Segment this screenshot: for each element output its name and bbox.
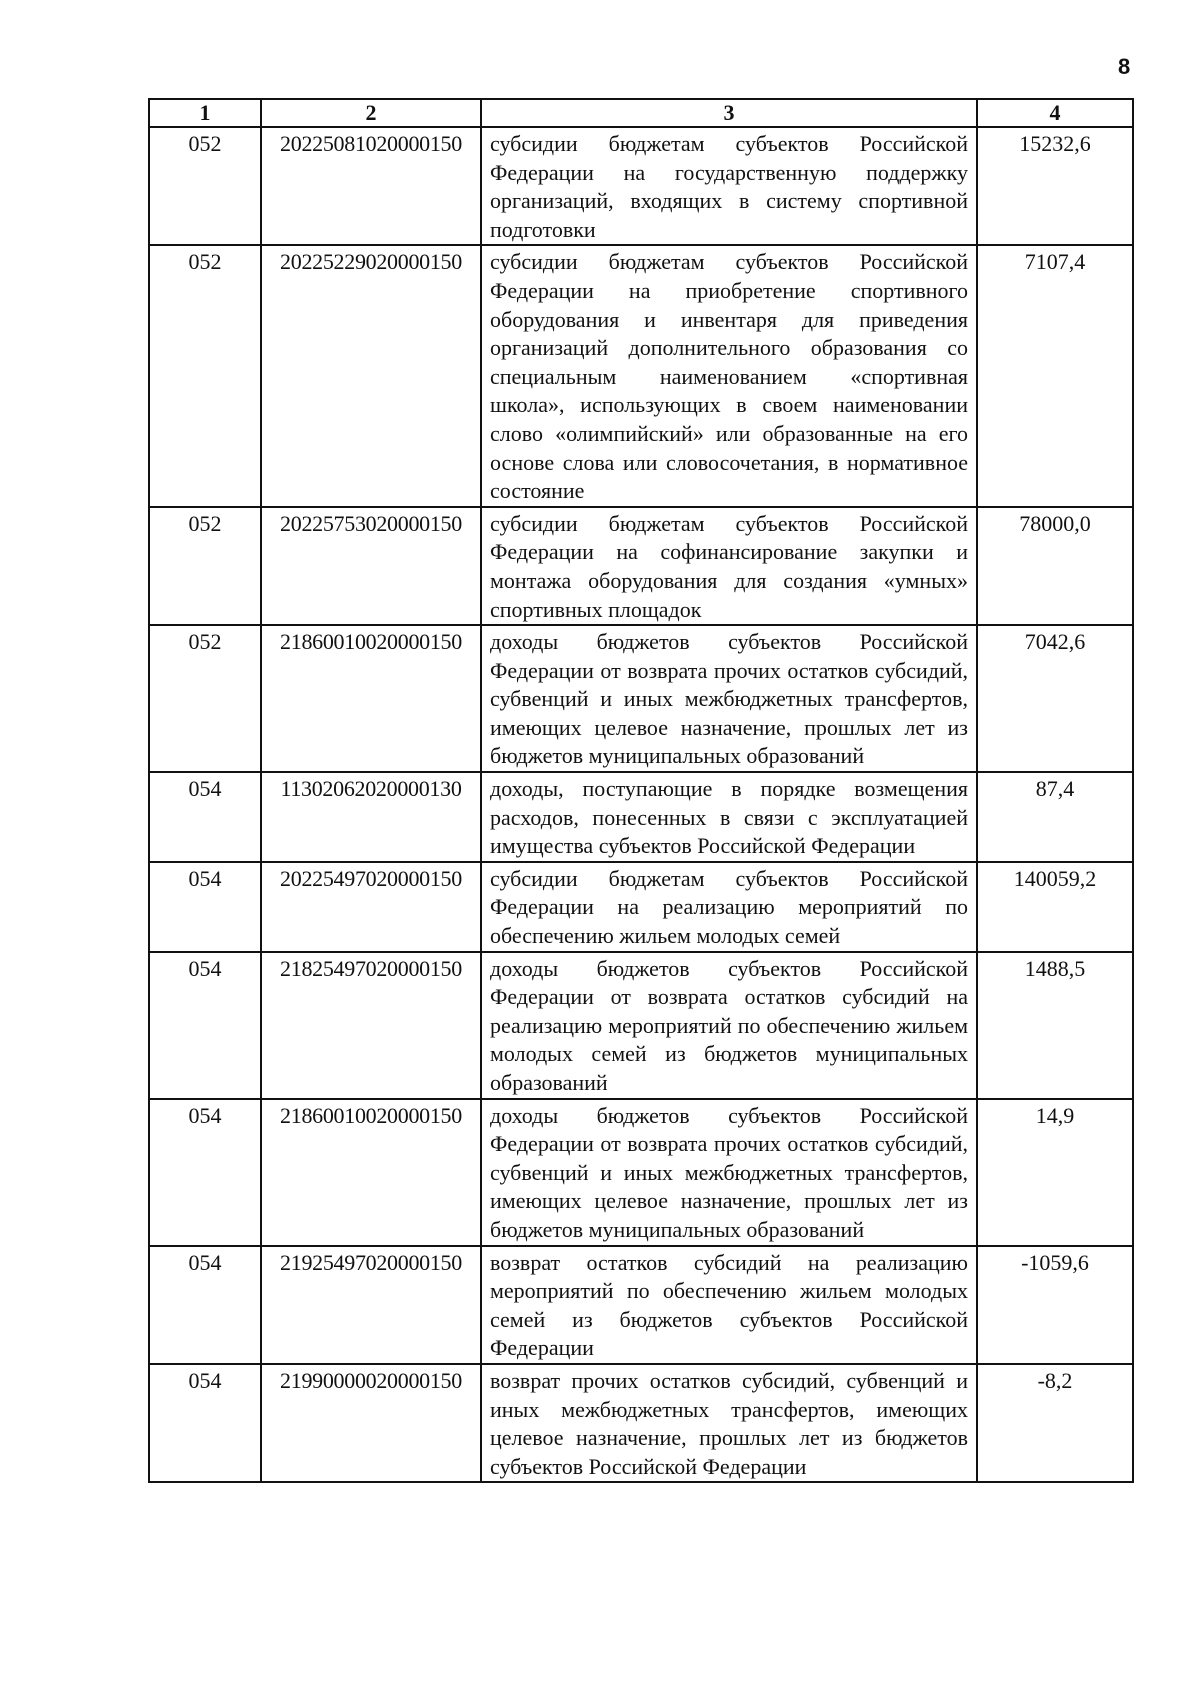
amount-cell: 140059,2 <box>977 862 1133 952</box>
amount-cell: 14,9 <box>977 1099 1133 1246</box>
admin-code-cell: 054 <box>149 862 261 952</box>
description-cell: доходы бюджетов субъектов Российской Федерации от возврата прочих остатков субсидий, субвенций и иных межбюджетных трансфертов, имеющих целевое назначение, прошлых лет из бюджетов муниципальных образований <box>481 625 977 772</box>
revenue-code-cell: 20225753020000150 <box>261 507 481 625</box>
amount-cell: 78000,0 <box>977 507 1133 625</box>
table-row <box>149 1246 1133 1364</box>
revenue-code-cell: 11302062020000130 <box>261 772 481 862</box>
revenue-code-cell: 21825497020000150 <box>261 952 481 1099</box>
table-row <box>149 1364 1133 1482</box>
description-cell: доходы, поступающие в порядке возмещения расходов, понесенных в связи с эксплуатацией имущества субъектов Российской Федерации <box>481 772 977 862</box>
amount-cell: 87,4 <box>977 772 1133 862</box>
admin-code-cell: 054 <box>149 1246 261 1364</box>
amount-cell: 7042,6 <box>977 625 1133 772</box>
admin-code-cell: 054 <box>149 1099 261 1246</box>
page-number: 8 <box>1118 54 1131 79</box>
amount-cell: -1059,6 <box>977 1246 1133 1364</box>
column-header-2: 2 <box>261 99 481 127</box>
column-header-4: 4 <box>977 99 1133 127</box>
admin-code-cell: 052 <box>149 245 261 506</box>
revenue-code-cell: 21925497020000150 <box>261 1246 481 1364</box>
revenue-code-cell: 21990000020000150 <box>261 1364 481 1482</box>
description-cell: субсидии бюджетам субъектов Российской Федерации на реализацию мероприятий по обеспечению жильем молодых семей <box>481 862 977 952</box>
revenue-code-cell: 21860010020000150 <box>261 625 481 772</box>
column-header-1: 1 <box>149 99 261 127</box>
description-cell: доходы бюджетов субъектов Российской Федерации от возврата прочих остатков субсидий, субвенций и иных межбюджетных трансфертов, имеющих целевое назначение, прошлых лет из бюджетов муниципальных образований <box>481 1099 977 1246</box>
description-cell: возврат прочих остатков субсидий, субвенций и иных межбюджетных трансфертов, имеющих целевое назначение, прошлых лет из бюджетов субъектов Российской Федерации <box>481 1364 977 1482</box>
revenue-code-cell: 20225081020000150 <box>261 127 481 245</box>
revenue-code-cell: 20225229020000150 <box>261 245 481 506</box>
admin-code-cell: 054 <box>149 1364 261 1482</box>
table-row <box>149 1099 1133 1246</box>
table-row <box>149 127 1133 245</box>
admin-code-cell: 052 <box>149 625 261 772</box>
amount-cell: 1488,5 <box>977 952 1133 1099</box>
table-row <box>149 772 1133 862</box>
description-cell: субсидии бюджетам субъектов Российской Федерации на приобретение спортивного оборудования и инвентаря для приведения организаций дополнительного образования со специальным наименованием «спортивная школа», использующих в своем наименовании слово «олимпийский» или образованные на его основе слова или словосочетания, в нормативное состояние <box>481 245 977 506</box>
admin-code-cell: 054 <box>149 952 261 1099</box>
column-header-3: 3 <box>481 99 977 127</box>
table-row <box>149 952 1133 1099</box>
revenue-code-cell: 21860010020000150 <box>261 1099 481 1246</box>
table-row <box>149 245 1133 506</box>
description-cell: возврат остатков субсидий на реализацию мероприятий по обеспечению жильем молодых семей из бюджетов субъектов Российской Федерации <box>481 1246 977 1364</box>
admin-code-cell: 052 <box>149 127 261 245</box>
description-cell: субсидии бюджетам субъектов Российской Федерации на софинансирование закупки и монтажа оборудования для создания «умных» спортивных площадок <box>481 507 977 625</box>
table-row <box>149 862 1133 952</box>
budget-revenue-table <box>148 98 1134 1483</box>
table-row <box>149 507 1133 625</box>
table-header-row <box>149 99 1133 127</box>
amount-cell: 7107,4 <box>977 245 1133 506</box>
admin-code-cell: 052 <box>149 507 261 625</box>
description-cell: доходы бюджетов субъектов Российской Федерации от возврата остатков субсидий на реализацию мероприятий по обеспечению жильем молодых семей из бюджетов муниципальных образований <box>481 952 977 1099</box>
table-row <box>149 625 1133 772</box>
admin-code-cell: 054 <box>149 772 261 862</box>
amount-cell: -8,2 <box>977 1364 1133 1482</box>
description-cell: субсидии бюджетам субъектов Российской Федерации на государственную поддержку организаций, входящих в систему спортивной подготовки <box>481 127 977 245</box>
revenue-code-cell: 20225497020000150 <box>261 862 481 952</box>
amount-cell: 15232,6 <box>977 127 1133 245</box>
